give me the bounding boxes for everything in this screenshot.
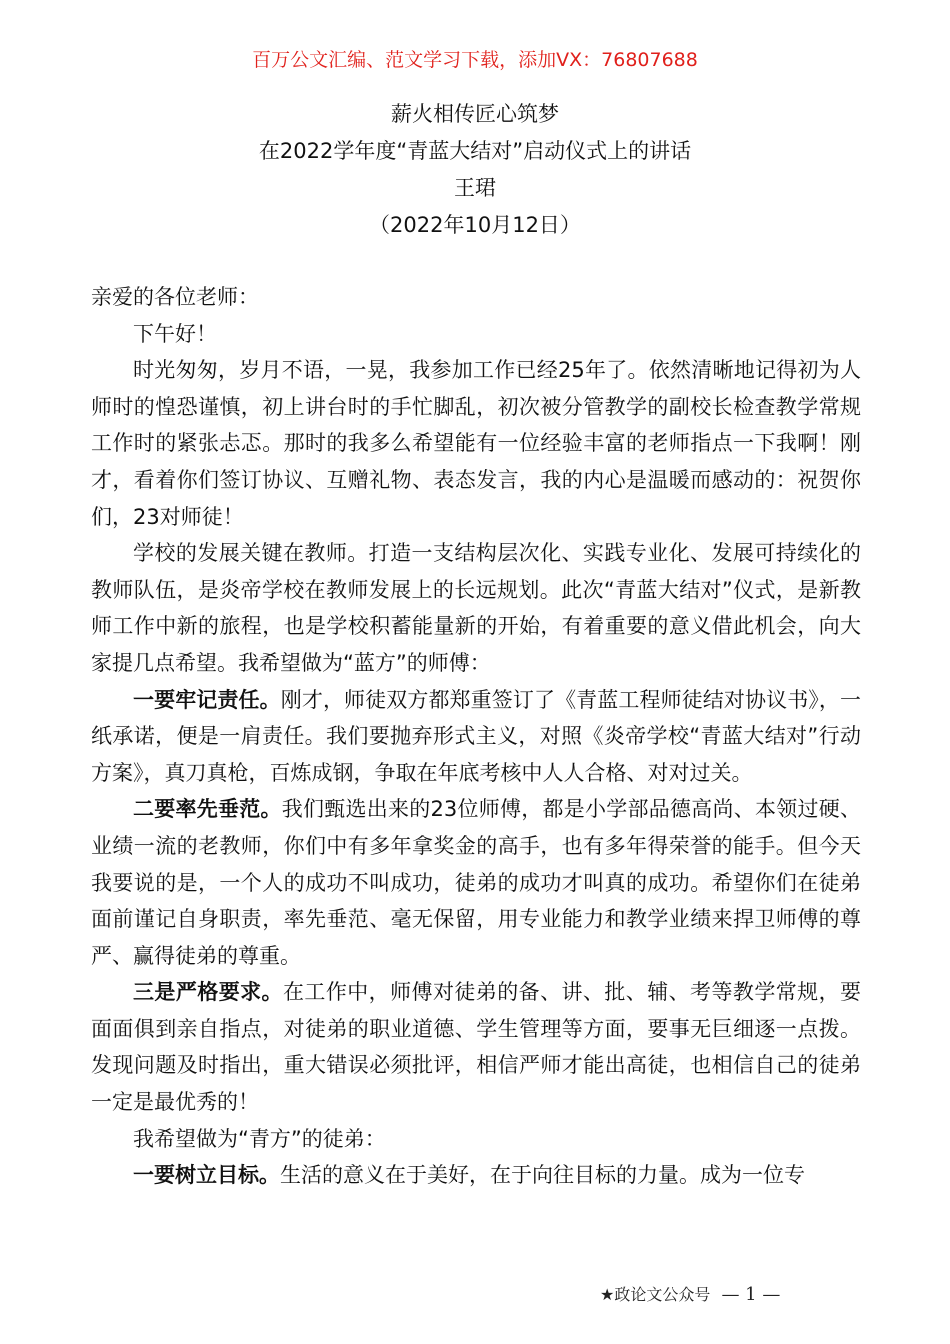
paragraph-1: 时光匆匆，岁月不语，一晃，我参加工作已经25年了。依然清晰地记得初为人师时的惶恐谨慎，初上讲台时的手忙脚乱，初次被分管教学的副校长检查教学常规工作时的紧张忐忑。那时的我多么希望能有一位经验丰富的老师指点一下我啊！刚才，看着你们签订协议、互赠礼物、表态发言，我的内心是温暖而感动的：祝贺你们，23对师徒！	[91, 358, 861, 529]
footer-source: ★政论文公众号	[600, 1285, 711, 1304]
speech-title: 薪火相传匠心筑梦	[391, 102, 559, 126]
paragraph-3	[91, 682, 861, 792]
paragraph-2: 学校的发展关键在教师。打造一支结构层次化、实践专业化、发展可持续化的教师队伍，是炎帝学校在教师发展上的长远规划。此次“青蓝大结对”仪式，是新教师工作中新的旅程，也是学校积蓄能量新的开始，有着重要的意义借此机会，向大家提几点希望。我希望做为“蓝方”的师傅：	[91, 541, 861, 675]
speech-subtitle: 在2022学年度“青蓝大结对”启动仪式上的讲话	[258, 139, 692, 163]
paragraph-5-heading: 三是严格要求。	[133, 980, 283, 1005]
paragraph-6: 我希望做为“青方”的徒弟：	[133, 1126, 386, 1151]
paragraph-3-heading: 一要牢记责任。	[133, 687, 281, 712]
paragraph-4	[91, 791, 861, 974]
speech-date: （2022年10月12日）	[369, 213, 581, 237]
paragraph-7-heading: 一要树立目标。	[133, 1163, 280, 1188]
paragraph-4-text: 我们甄选出来的23位师傅，都是小学部品德高尚、本领过硬、业绩一流的老教师，你们中有多年拿奖金的高手，也有多年得荣誉的能手。但今天我要说的是，一个人的成功不叫成功，徒弟的成功才叫真的成功。希望你们在徒弟面前谨记自身职责，率先垂范、毫无保留，用专业能力和教学业绩来捍卫师傅的尊严、赢得徒弟的尊重。	[91, 797, 861, 968]
title-block	[0, 96, 950, 244]
greeting: 下午好！	[133, 321, 217, 346]
paragraph-4-heading: 二要率先垂范。	[133, 797, 282, 822]
paragraph-3-text: 刚才，师徒双方都郑重签订了《青蓝工程师徒结对协议书》，一纸承诺，便是一肩责任。我们要抛弃形式主义，对照《炎帝学校“青蓝大结对”行动方案》，真刀真枪，百炼成钢，争取在年底考核中人人合格、对对过关。	[91, 687, 862, 785]
paragraph-5	[91, 974, 861, 1120]
paragraph-5-text: 在工作中，师傅对徒弟的备、讲、批、辅、考等教学常规，要面面俱到亲自指点，对徒弟的职业道德、学生管理等方面，要事无巨细逐一点拨。发现问题及时指出，重大错误必须批评，相信严师才能出高徒，也相信自己的徒弟一定是最优秀的！	[91, 980, 862, 1115]
page-footer	[600, 1283, 860, 1307]
paragraph-7	[91, 1157, 861, 1194]
salutation: 亲爱的各位老师：	[91, 285, 259, 309]
paragraph-7-text: 生活的意义在于美好，在于向往目标的力量。成为一位专	[280, 1163, 805, 1188]
speech-body	[91, 279, 861, 1194]
promo-banner: 百万公文汇编、范文学习下载，添加VX：76807688	[252, 49, 698, 71]
speaker-name: 王珺	[454, 176, 496, 200]
page-number: — 1 —	[721, 1284, 781, 1305]
